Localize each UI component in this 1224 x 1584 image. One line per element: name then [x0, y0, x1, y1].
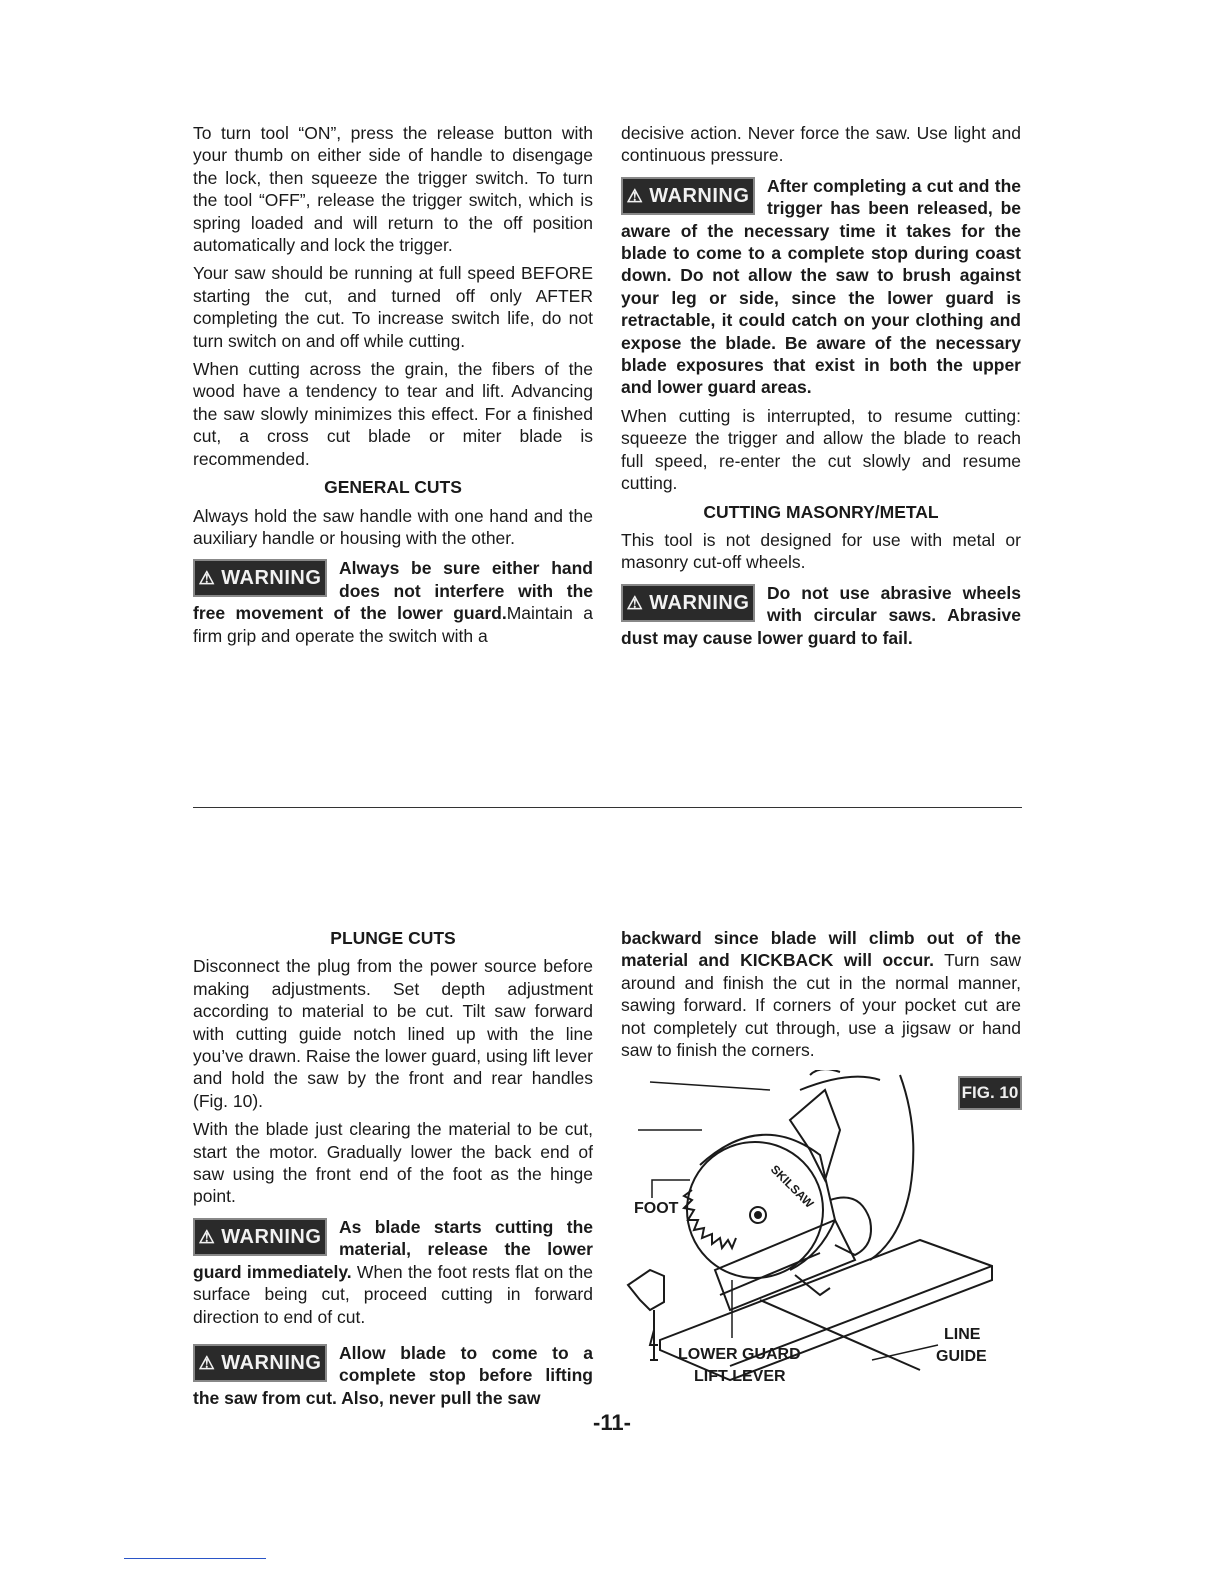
operator-arm — [800, 1075, 913, 1260]
warning-badge: ⚠ WARNING — [193, 559, 327, 597]
saw-brand-text: SKILSAW — [767, 1162, 817, 1211]
paragraph: This tool is not designed for use with metal or masonry cut-off wheels. — [621, 529, 1021, 573]
warning-text-continued: Maintain a firm grip and operate the switch with a — [193, 603, 593, 646]
motor-housing — [790, 1090, 840, 1180]
saw-blade — [687, 1142, 823, 1278]
warning-triangle-icon: ⚠ — [626, 185, 644, 206]
paragraph-text: Turn saw around and finish the cut in the normal manner, sawing forward. If corners of your pocket cut are not completely cut through, use a jigsaw or hand saw to finish the corners. — [621, 950, 1021, 1061]
warning-badge: ⚠ WARNING — [193, 1344, 327, 1382]
section-heading: GENERAL CUTS — [324, 477, 462, 498]
warning-badge: ⚠ WARNING — [621, 584, 755, 622]
section-divider — [193, 807, 1022, 808]
top-right-column — [621, 122, 1021, 655]
warning-text: Allow blade to come to a complete stop before lifting the saw from cut. Also, never pull the saw — [193, 1342, 593, 1408]
warning-badge: ⚠ WARNING — [193, 1218, 327, 1256]
figure-label: FIG. 10 — [958, 1076, 1022, 1110]
warning-text: After completing a cut and the trigger has been released, be aware of the necessary time it takes for the blade to come to a complete stop during coast down. Do not allow the saw to brush against your leg or side, since the lower guard is retractable, it could catch on your clothing and expose the blade. Be aware of the necessary blade exposures that exist in both the upper and lower guard areas. — [621, 175, 1021, 398]
warning-triangle-icon: ⚠ — [198, 1226, 216, 1247]
top-leader — [650, 1082, 770, 1090]
paragraph: When cutting is interrupted, to resume cutting: squeeze the trigger and allow the blade to reach full speed, re-enter the cut slowly and resume cutting. — [621, 405, 1021, 494]
lower-guard-label: LOWER GUARD — [678, 1346, 801, 1363]
paragraph: With the blade just clearing the material to be cut, start the motor. Gradually lower the back end of saw using the front end of the foot as the hinge point. — [193, 1119, 593, 1207]
blade-teeth — [684, 1190, 736, 1248]
bottom-right-column — [621, 927, 1021, 1067]
warning-text: Always be sure either hand does not interfere with the free movement of the lower guard. — [193, 558, 593, 624]
section-heading: PLUNGE CUTS — [330, 928, 456, 948]
footer-link-line — [124, 1558, 266, 1559]
lift-lever-label: LIFT LEVER — [694, 1368, 786, 1385]
warning-block — [621, 582, 1021, 649]
top-left-column — [193, 122, 593, 653]
warning-text-continued: When the foot rests flat on the surface being cut, proceed cutting in forward direction to end of cut. — [193, 1261, 594, 1327]
paragraph: decisive action. Never force the saw. Use light and continuous pressure. — [621, 123, 1021, 166]
warning-block — [193, 1216, 593, 1328]
clamp — [628, 1270, 664, 1360]
warning-triangle-icon: ⚠ — [198, 1352, 216, 1373]
front-hand — [830, 1198, 871, 1256]
paragraph: Disconnect the plug from the power source before making adjustments. Set depth adjustment according to material to be cut. Tilt saw forward with cutting guide notch lined up with the line you’ve drawn. Raise the lower guard, using lift lever and hold the saw by the front and rear handles (Fig. 10). — [193, 956, 593, 1111]
warning-block — [193, 1342, 593, 1409]
warning-triangle-icon: ⚠ — [626, 592, 644, 613]
figure-10 — [620, 1070, 1020, 1400]
warning-triangle-icon: ⚠ — [198, 568, 216, 589]
bottom-left-column — [193, 927, 593, 1415]
warning-badge: ⚠ WARNING — [621, 177, 755, 215]
guide-label: GUIDE — [936, 1348, 987, 1365]
paragraph: Always hold the saw handle with one hand and the auxiliary handle or housing with the other. — [193, 505, 593, 548]
paragraph: When cutting across the grain, the fibers of the wood have a tendency to tear and lift. Advancing the saw slowly minimizes this effect. For a finished cut, a cross cut blade or miter blade is recommended. — [193, 359, 593, 469]
foot-label: FOOT — [634, 1200, 679, 1217]
kickback-warning-text: backward since blade will climb out of the material and KICKBACK will occur. — [621, 928, 1021, 971]
page-number: -11- — [593, 1410, 631, 1435]
paragraph — [621, 927, 1021, 1061]
warning-text: Do not use abrasive wheels with circular saws. Abrasive dust may cause lower guard to fail. — [621, 582, 1021, 648]
section-heading: CUTTING MASONRY/METAL — [703, 501, 939, 522]
warning-block — [193, 557, 593, 647]
warning-block — [621, 175, 1021, 399]
paragraph: To turn tool “ON”, press the release button with your thumb on either side of handle to disengage the lock, then squeeze the trigger switch. To turn the tool “OFF”, release the trigger switch, which is spring loaded and will return to the off position automatically and lock the trigger. — [193, 123, 593, 256]
line-label: LINE — [944, 1326, 981, 1343]
paragraph: Your saw should be running at full speed BEFORE starting the cut, and turned off only AFTER completing the cut. To increase switch life, do not turn switch on and off while cutting. — [193, 263, 593, 351]
warning-text: As blade starts cutting the material, release the lower guard immediately. — [193, 1216, 593, 1282]
